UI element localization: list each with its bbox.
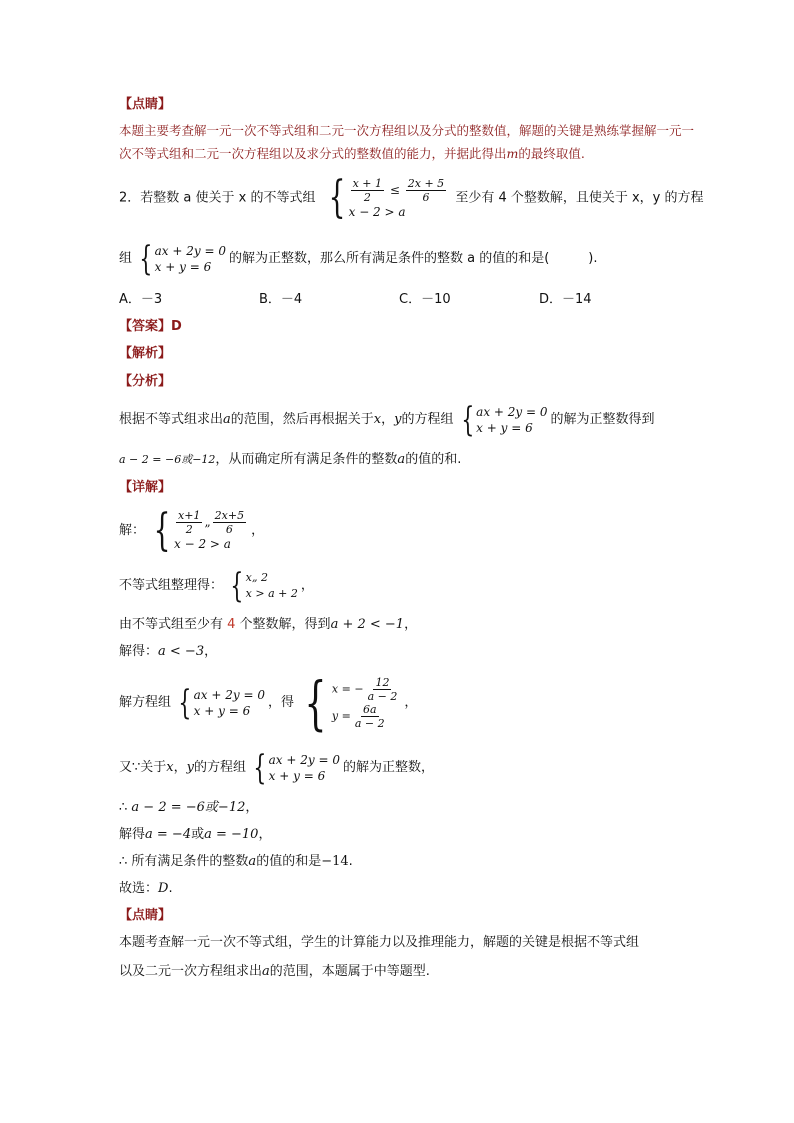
question-line1: 2．若整数 a 使关于 x 的不等式组 { $\frac{x + 1}{2}$ ≤ $\frac{2x + 5}{6}$ x − 2 > a 至少有 4 个整数解，且使关于 x，y 的方程 bbox=[119, 172, 704, 223]
step2-line: 不等式组整理得： { x„ 2 x > a + 2 ， bbox=[119, 565, 314, 606]
step3-line: 由不等式组至少有 4 个整数解，得到a + 2 < −1， bbox=[119, 617, 418, 632]
fenxi-line1: 根据不等式组求出a的范围，然后再根据关于x，y的方程组 { ax + 2y = 0 x + y = 6 的解为正整数得到 bbox=[119, 399, 655, 440]
step5-system: { ax + 2y = 0 x + y = 6 bbox=[178, 682, 265, 723]
fenxi-tag: 【分析】 bbox=[119, 374, 172, 389]
fenxi-equation-system: { ax + 2y = 0 x + y = 6 bbox=[460, 399, 548, 440]
review-text-2-line2: 以及二元一次方程组求出a的范围，本题属于中等题型. bbox=[119, 964, 430, 979]
step6-system: { ax + 2y = 0 x + y = 6 bbox=[253, 747, 340, 788]
equation-system: { ax + 2y = 0 x + y = 6 bbox=[139, 238, 226, 279]
step5-solution: { x = − $\frac{12}{a - 2}$ y = $\frac{6a}{a - 2}$ bbox=[304, 668, 398, 737]
option-d: D．－14 bbox=[539, 292, 592, 307]
step9-line: ∴ 所有满足条件的整数a的值的和是−14. bbox=[119, 854, 353, 869]
review-tag-1: 【点睛】 bbox=[119, 97, 172, 112]
step7-line: ∴ a − 2 = −6或−12， bbox=[119, 800, 259, 815]
step8-line: 解得a = −4或a = −10， bbox=[119, 827, 272, 842]
review-tag-2: 【点睛】 bbox=[119, 908, 172, 923]
answer-line: 【答案】D bbox=[119, 319, 182, 334]
option-a: A．－3 bbox=[119, 292, 163, 307]
step4-line: 解得：a < −3， bbox=[119, 644, 218, 659]
xiangjie-tag: 【详解】 bbox=[119, 480, 172, 495]
step1-system: { $\frac{x+1}{2}$ „ $\frac{2x+5}{6}$ x − 2 > a bbox=[153, 504, 245, 556]
option-c: C．－10 bbox=[399, 292, 451, 307]
step5-line: 解方程组 { ax + 2y = 0 x + y = 6 ，得 { x = − $\frac{12}{a - 2}$ y = $\frac{6a}{a - 2}$ ， bbox=[119, 668, 418, 737]
question-line2: 组 { ax + 2y = 0 x + y = 6 的解为正整数，那么所有满足条件的整数 a 的值的和是( ). bbox=[119, 238, 598, 279]
inequality-system: { $\frac{x + 1}{2}$ ≤ $\frac{2x + 5}{6}$ x − 2 > a bbox=[328, 172, 445, 223]
fenxi-line2: a − 2 = −6或−12，从而确定所有满足条件的整数a的值的和. bbox=[119, 452, 462, 467]
review-text-1-line2: 次不等式组和二元一次方程组以及求分式的整数值的能力，并据此得出m的最终取值. bbox=[119, 146, 585, 161]
review-text-1-line1: 本题主要考查解一元一次不等式组和二元一次方程组以及分式的整数值，解题的关键是熟练掌握解一元一 bbox=[119, 123, 695, 138]
option-b: B．－4 bbox=[259, 292, 303, 307]
review-text-2-line1: 本题考查解一元一次不等式组，学生的计算能力以及推理能力，解题的关键是根据不等式组 bbox=[119, 935, 640, 950]
step2-system: { x„ 2 x > a + 2 bbox=[230, 565, 298, 606]
step6-line: 又∵关于x，y的方程组 { ax + 2y = 0 x + y = 6 的解为正整数， bbox=[119, 747, 435, 788]
jiexi-tag: 【解析】 bbox=[119, 346, 172, 361]
options-row bbox=[119, 290, 679, 310]
step1-line: 解： { $\frac{x+1}{2}$ „ $\frac{2x+5}{6}$ x − 2 > a ， bbox=[119, 504, 265, 556]
step10-line: 故选：D. bbox=[119, 881, 173, 896]
